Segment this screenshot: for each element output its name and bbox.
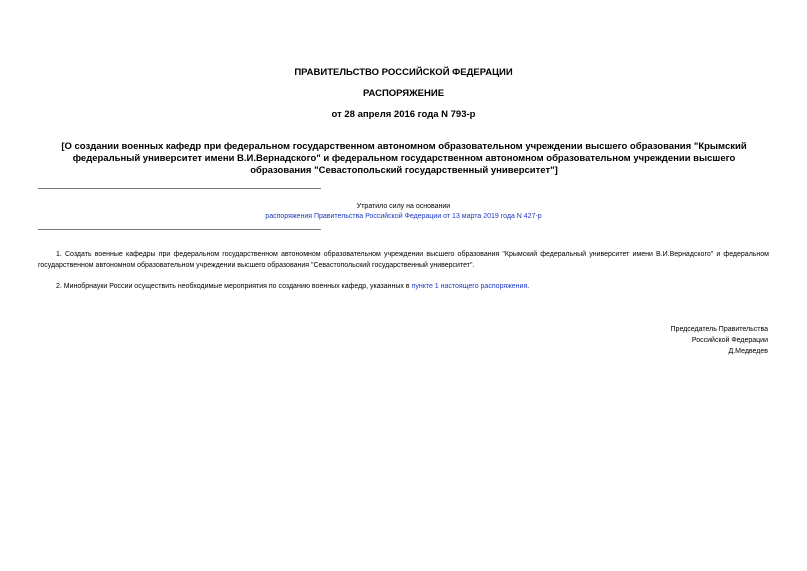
paragraph-2-text: 2. Минобрнауки России осуществить необходимые мероприятия по созданию военных кафедр, указанных в xyxy=(56,283,412,290)
clause-1-link[interactable]: пункте 1 настоящего распоряжения xyxy=(411,283,528,290)
repeal-note: Утратило силу на основании xyxy=(356,203,451,210)
document-type-heading: РАСПОРЯЖЕНИЕ xyxy=(362,88,445,99)
paragraph-1: 1. Создать военные кафедры при федеральном государственном автономном образовательном учреждении высшего образования "Крымский федеральный университет имени В.И.Вернадского" и федеральном государственном автономном образовательном учреждении высшего образования "Севастопольский государственный университет". xyxy=(38,251,769,269)
repeal-link[interactable]: распоряжения Правительства Российской Федерации от 13 марта 2019 года N 427-р xyxy=(265,213,542,220)
document-date-number: от 28 апреля 2016 года N 793-р xyxy=(331,109,476,120)
paragraph-2-end: . xyxy=(527,283,530,290)
signature-country: Российской Федерации xyxy=(691,337,768,344)
signature-block xyxy=(671,324,768,357)
repeal-reference xyxy=(0,211,807,222)
signature-name: Д.Медведев xyxy=(728,348,768,355)
paragraph-2 xyxy=(38,281,769,292)
government-heading: ПРАВИТЕЛЬСТВО РОССИЙСКОЙ ФЕДЕРАЦИИ xyxy=(294,67,513,78)
document-title: [О создании военных кафедр при федеральном государственном автономном образовательном учреждении высшего образования "Крымский федеральный университет имени В.И.Вернадского" и федеральном государственном автономном образовательном учреждении высшего образования "Севастопольский государственный университет"] xyxy=(61,141,747,176)
top-divider xyxy=(38,188,321,189)
signature-position: Председатель Правительства xyxy=(670,326,768,333)
bottom-divider xyxy=(38,229,321,230)
